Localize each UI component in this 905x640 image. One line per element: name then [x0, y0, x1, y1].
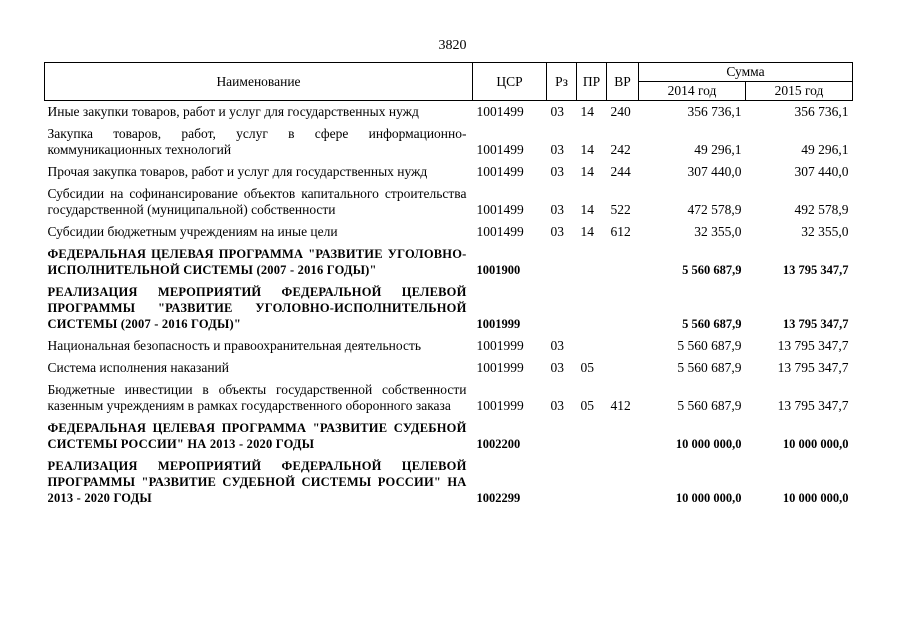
row-pr: 14 — [580, 224, 594, 239]
row-amount-2014: 307 440,0 — [687, 164, 742, 179]
row-rz: 03 — [550, 360, 564, 375]
row-pr: 05 — [580, 398, 594, 413]
row-rz — [547, 281, 577, 335]
table-header — [45, 63, 853, 101]
row-amount-2014: 10 000 000,0 — [675, 491, 742, 505]
row-csr: 1001499 — [476, 224, 524, 239]
row-csr: 1001499 — [476, 142, 524, 157]
row-vr: 244 — [610, 164, 631, 179]
header-vr: ВР — [607, 63, 639, 101]
row-vr — [607, 417, 639, 455]
row-vr — [607, 455, 639, 509]
row-rz: 03 — [550, 224, 564, 239]
header-name: Наименование — [45, 63, 473, 101]
budget-table-container — [44, 62, 852, 509]
row-rz — [547, 417, 577, 455]
row-rz — [547, 243, 577, 281]
row-amount-2014: 10 000 000,0 — [675, 437, 742, 451]
row-amount-2014: 49 296,1 — [694, 142, 742, 157]
row-amount-2015: 13 795 347,7 — [777, 360, 849, 375]
row-amount-2015: 13 795 347,7 — [777, 398, 849, 413]
row-amount-2015: 13 795 347,7 — [782, 263, 849, 277]
row-csr: 1001499 — [476, 202, 524, 217]
row-amount-2015: 13 795 347,7 — [782, 317, 849, 331]
table-row — [45, 379, 853, 417]
row-name: Субсидии на софинансирование объектов капитального строительства государственной (муниципальной) собственности — [47, 186, 467, 217]
row-csr: 1001499 — [476, 104, 524, 119]
row-csr: 1001999 — [476, 360, 524, 375]
row-amount-2014: 5 560 687,9 — [677, 338, 742, 353]
table-row — [45, 183, 853, 221]
row-rz: 03 — [550, 142, 564, 157]
row-pr — [577, 455, 607, 509]
row-name: ФЕДЕРАЛЬНАЯ ЦЕЛЕВАЯ ПРОГРАММА "РАЗВИТИЕ УГОЛОВНО-ИСПОЛНИТЕЛЬНОЙ СИСТЕМЫ (2007 - 2016 ГОДЫ)" — [47, 247, 467, 277]
row-amount-2014: 5 560 687,9 — [677, 360, 742, 375]
row-amount-2015: 13 795 347,7 — [777, 338, 849, 353]
row-csr: 1002200 — [476, 437, 521, 451]
header-rz: Рз — [547, 63, 577, 101]
table-row — [45, 221, 853, 243]
row-name: Бюджетные инвестиции в объекты государственной собственности казенным учреждениям в рамках государственного оборонного заказа — [47, 382, 467, 413]
row-vr — [607, 243, 639, 281]
row-vr — [607, 357, 639, 379]
row-vr: 612 — [610, 224, 631, 239]
row-vr — [607, 335, 639, 357]
table-row — [45, 281, 853, 335]
row-rz: 03 — [550, 202, 564, 217]
row-amount-2014: 356 736,1 — [687, 104, 742, 119]
row-rz: 03 — [550, 338, 564, 353]
table-row — [45, 101, 853, 124]
row-amount-2014: 5 560 687,9 — [682, 317, 742, 331]
row-vr: 240 — [610, 104, 631, 119]
row-amount-2015: 307 440,0 — [794, 164, 849, 179]
row-pr: 05 — [580, 360, 594, 375]
header-sum: Сумма — [639, 63, 853, 82]
row-amount-2015: 32 355,0 — [801, 224, 849, 239]
row-vr: 522 — [610, 202, 631, 217]
row-name: РЕАЛИЗАЦИЯ МЕРОПРИЯТИЙ ФЕДЕРАЛЬНОЙ ЦЕЛЕВОЙ ПРОГРАММЫ "РАЗВИТИЕ УГОЛОВНО-ИСПОЛНИТЕЛЬНОЙ СИСТЕМЫ (2007 - 2016 ГОДЫ)" — [47, 285, 467, 331]
row-pr — [577, 281, 607, 335]
row-vr — [607, 281, 639, 335]
row-amount-2014: 5 560 687,9 — [682, 263, 742, 277]
row-rz — [547, 455, 577, 509]
table-row — [45, 161, 853, 183]
table-row — [45, 357, 853, 379]
row-amount-2014: 5 560 687,9 — [677, 398, 742, 413]
table-row — [45, 335, 853, 357]
row-pr: 14 — [580, 142, 594, 157]
table-row — [45, 417, 853, 455]
row-pr — [577, 335, 607, 357]
row-name: ФЕДЕРАЛЬНАЯ ЦЕЛЕВАЯ ПРОГРАММА "РАЗВИТИЕ СУДЕБНОЙ СИСТЕМЫ РОССИИ" НА 2013 - 2020 ГОДЫ — [47, 421, 467, 451]
row-rz: 03 — [550, 164, 564, 179]
row-csr: 1001900 — [476, 263, 521, 277]
table-row — [45, 455, 853, 509]
row-name: Прочая закупка товаров, работ и услуг для государственных нужд — [47, 164, 428, 179]
row-amount-2015: 356 736,1 — [794, 104, 849, 119]
row-amount-2014: 32 355,0 — [694, 224, 742, 239]
row-pr: 14 — [580, 202, 594, 217]
row-csr: 1001999 — [476, 398, 524, 413]
row-amount-2014: 472 578,9 — [687, 202, 742, 217]
row-pr: 14 — [580, 104, 594, 119]
row-amount-2015: 10 000 000,0 — [782, 491, 849, 505]
row-rz: 03 — [550, 398, 564, 413]
header-pr: ПР — [577, 63, 607, 101]
page-number: 3820 — [438, 38, 467, 53]
header-year-2014: 2014 год — [639, 82, 746, 101]
row-csr: 1001499 — [476, 164, 524, 179]
row-name: Субсидии бюджетным учреждениям на иные цели — [47, 224, 338, 239]
table-row — [45, 123, 853, 161]
budget-table — [44, 62, 853, 509]
row-vr: 242 — [610, 142, 631, 157]
table-body — [45, 101, 853, 510]
row-csr: 1002299 — [476, 491, 521, 505]
header-year-2015: 2015 год — [746, 82, 853, 101]
row-rz: 03 — [550, 104, 564, 119]
row-pr: 14 — [580, 164, 594, 179]
table-row — [45, 243, 853, 281]
row-amount-2015: 10 000 000,0 — [782, 437, 849, 451]
row-pr — [577, 243, 607, 281]
row-amount-2015: 49 296,1 — [801, 142, 849, 157]
row-pr — [577, 417, 607, 455]
row-csr: 1001999 — [476, 317, 521, 331]
row-name: Система исполнения наказаний — [47, 360, 229, 375]
row-name: РЕАЛИЗАЦИЯ МЕРОПРИЯТИЙ ФЕДЕРАЛЬНОЙ ЦЕЛЕВОЙ ПРОГРАММЫ "РАЗВИТИЕ СУДЕБНОЙ СИСТЕМЫ РОССИИ" НА 2013 - 2020 ГОДЫ — [47, 459, 467, 505]
header-csr: ЦСР — [473, 63, 547, 101]
row-name: Иные закупки товаров, работ и услуг для государственных нужд — [47, 104, 419, 119]
row-csr: 1001999 — [476, 338, 524, 353]
row-name: Национальная безопасность и правоохранительная деятельность — [47, 338, 422, 353]
row-name: Закупка товаров, работ, услуг в сфере информационно-коммуникационных технологий — [47, 126, 467, 157]
row-vr: 412 — [610, 398, 631, 413]
row-amount-2015: 492 578,9 — [794, 202, 849, 217]
